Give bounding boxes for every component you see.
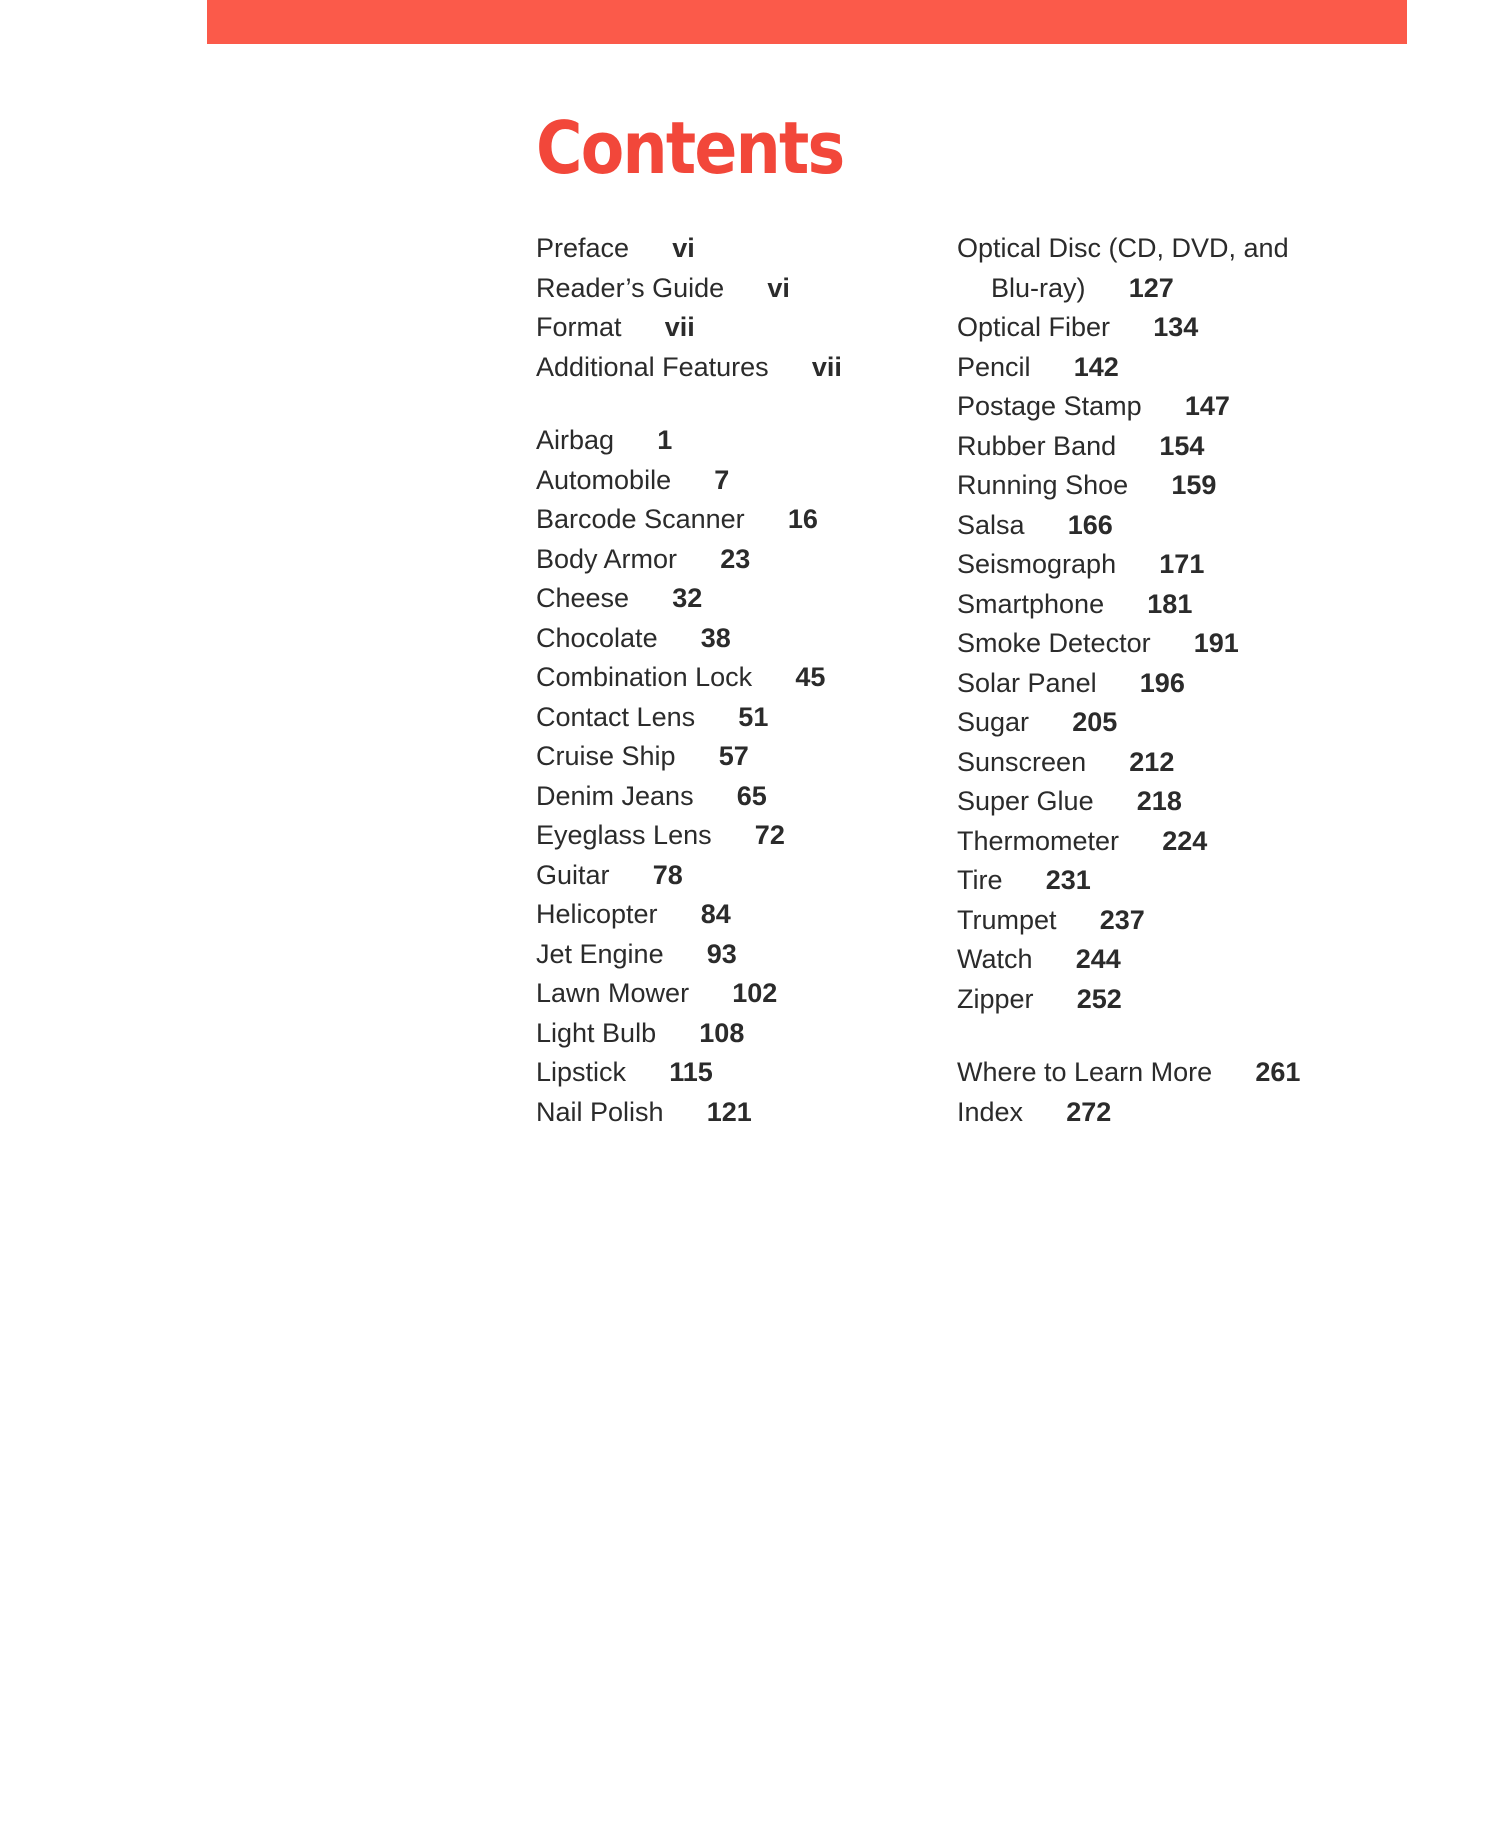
entries-list [957, 308, 1377, 1019]
entry-title: Barcode Scanner [536, 504, 745, 534]
entry-title: Solar Panel [957, 667, 1097, 698]
entry-page: 115 [669, 1057, 713, 1087]
entry-page: 272 [1066, 1096, 1112, 1127]
entry-page: 205 [1072, 707, 1118, 737]
entry-title: Jet Engine [536, 938, 664, 969]
entry-page: 237 [1099, 904, 1145, 935]
entry-title: Light Bulb [536, 1017, 657, 1048]
entry-title: Seismograph [957, 549, 1117, 579]
toc-entry[interactable] [536, 974, 926, 1014]
toc-entry[interactable] [957, 782, 1377, 822]
front-matter-list [536, 229, 926, 387]
toc-entry[interactable] [536, 308, 926, 348]
toc-entry[interactable] [536, 461, 926, 501]
entry-title: Body Armor [536, 543, 678, 574]
entry-title: Reader’s Guide [536, 272, 725, 303]
entry-title: Sugar [957, 707, 1030, 737]
entry-title: Postage Stamp [957, 391, 1142, 421]
entry-page: 57 [718, 741, 749, 771]
entry-title: Cheese [536, 583, 630, 613]
toc-entry[interactable] [957, 1053, 1377, 1093]
top-accent-bar [207, 0, 1407, 44]
entry-page: 84 [700, 899, 731, 929]
entry-page: 102 [732, 978, 778, 1008]
entry-title: Preface [536, 233, 630, 263]
toc-entry[interactable] [536, 737, 926, 777]
toc-entry[interactable] [957, 901, 1377, 941]
toc-entry[interactable] [957, 743, 1377, 783]
entry-title: Smoke Detector [957, 628, 1151, 658]
entry-page: 191 [1193, 628, 1239, 658]
toc-right-column [957, 229, 1377, 1132]
entry-title: Where to Learn More [957, 1057, 1213, 1087]
toc-entry[interactable] [536, 348, 926, 388]
toc-left-column [536, 229, 926, 1132]
entry-title: Optical Fiber [957, 312, 1111, 342]
entry-title: Contact Lens [536, 701, 696, 732]
entries-list [536, 421, 926, 1132]
toc-entry[interactable] [957, 624, 1377, 664]
toc-entry[interactable] [536, 935, 926, 975]
entry-page: 72 [754, 820, 785, 850]
entry-title: Additional Features [536, 351, 769, 382]
entry-page: 181 [1147, 588, 1193, 619]
section-gap [536, 387, 926, 421]
entry-title-line2: Blu-ray) [991, 272, 1086, 303]
entry-page: 127 [1128, 272, 1174, 303]
back-matter-list [957, 1053, 1377, 1132]
entry-title: Nail Polish [536, 1096, 664, 1127]
toc-entry[interactable] [536, 421, 926, 461]
toc-entry[interactable] [957, 703, 1377, 743]
toc-entry[interactable] [957, 229, 1377, 308]
entry-page: 154 [1159, 430, 1205, 461]
entry-title: Eyeglass Lens [536, 820, 712, 850]
entry-page: 261 [1255, 1057, 1301, 1087]
entry-page: vii [811, 351, 842, 382]
toc-entry[interactable] [957, 387, 1377, 427]
toc-entry[interactable] [536, 229, 926, 269]
entry-title: Guitar [536, 859, 610, 890]
toc-entry[interactable] [536, 1053, 926, 1093]
entry-page: 65 [736, 780, 767, 811]
toc-entry[interactable] [957, 1093, 1377, 1133]
toc-entry[interactable] [536, 1014, 926, 1054]
entry-title: Lawn Mower [536, 978, 690, 1008]
entry-title: Super Glue [957, 786, 1094, 816]
entry-title: Helicopter [536, 899, 658, 929]
toc-entry[interactable] [536, 698, 926, 738]
entry-title: Airbag [536, 425, 615, 455]
entry-page: 51 [738, 701, 769, 732]
section-gap [957, 1019, 1377, 1053]
toc-entry[interactable] [536, 269, 926, 309]
entry-page: 196 [1139, 667, 1185, 698]
entry-page: 252 [1076, 983, 1122, 1014]
entry-page: 78 [652, 859, 683, 890]
entry-page: 7 [714, 464, 730, 495]
toc-entry[interactable] [957, 348, 1377, 388]
entry-page: 244 [1075, 944, 1121, 974]
entry-page: 1 [657, 425, 673, 455]
entry-page: 32 [672, 583, 703, 613]
toc-entry[interactable] [957, 585, 1377, 625]
entry-page: 16 [787, 504, 818, 534]
entry-title: Sunscreen [957, 746, 1087, 777]
entry-page: 166 [1067, 509, 1113, 540]
toc-entry[interactable] [536, 658, 926, 698]
entry-title: Watch [957, 944, 1033, 974]
entry-page: 218 [1136, 786, 1182, 816]
entry-page: 45 [795, 662, 826, 692]
entry-page: 134 [1153, 312, 1199, 342]
toc-entry[interactable] [536, 816, 926, 856]
toc-entry[interactable] [536, 895, 926, 935]
toc-entry[interactable] [957, 466, 1377, 506]
entry-page: 147 [1184, 391, 1230, 421]
entry-page: vii [664, 312, 695, 342]
entry-page: 171 [1159, 549, 1205, 579]
entry-title: Salsa [957, 509, 1025, 540]
toc-entry[interactable] [957, 861, 1377, 901]
entry-title: Combination Lock [536, 662, 753, 692]
toc-entry[interactable] [957, 940, 1377, 980]
entry-page: 224 [1162, 825, 1208, 856]
entry-title-line1: Optical Disc (CD, DVD, and [957, 233, 1289, 263]
entry-page: 121 [706, 1096, 752, 1127]
entry-page: 93 [706, 938, 737, 969]
entry-page: 159 [1171, 470, 1217, 500]
toc-entry[interactable] [536, 619, 926, 659]
entry-page: 38 [700, 622, 731, 653]
entry-title: Chocolate [536, 622, 658, 653]
entry-title: Format [536, 312, 622, 342]
page-title: Contents [536, 106, 844, 190]
entry-title-line2-wrap [957, 269, 1377, 309]
entry-title: Automobile [536, 464, 672, 495]
toc-entry[interactable] [536, 777, 926, 817]
entry-title: Denim Jeans [536, 780, 694, 811]
toc-entry[interactable] [957, 980, 1377, 1020]
entry-title: Thermometer [957, 825, 1120, 856]
entry-title: Running Shoe [957, 470, 1129, 500]
entry-title: Pencil [957, 351, 1031, 382]
toc-entry[interactable] [536, 500, 926, 540]
entry-page: 108 [699, 1017, 745, 1048]
entry-title: Smartphone [957, 588, 1105, 619]
entry-title: Trumpet [957, 904, 1057, 935]
toc-entry[interactable] [957, 308, 1377, 348]
entry-title: Tire [957, 865, 1003, 895]
entry-title: Cruise Ship [536, 741, 676, 771]
toc-entry[interactable] [536, 579, 926, 619]
toc-entry[interactable] [957, 427, 1377, 467]
entry-page: vi [767, 272, 790, 303]
entry-page: 231 [1045, 865, 1091, 895]
entry-page: 212 [1129, 746, 1175, 777]
toc-entry[interactable] [536, 1093, 926, 1133]
entry-title: Zipper [957, 983, 1034, 1014]
entry-page: 142 [1073, 351, 1119, 382]
entry-page: vi [672, 233, 695, 263]
toc-entry[interactable] [957, 545, 1377, 585]
toc-entry[interactable] [536, 540, 926, 580]
toc-entry[interactable] [957, 822, 1377, 862]
entry-page: 23 [720, 543, 751, 574]
toc-entry[interactable] [957, 506, 1377, 546]
toc-entry[interactable] [536, 856, 926, 896]
entry-title: Index [957, 1096, 1024, 1127]
entry-title: Rubber Band [957, 430, 1117, 461]
entry-title: Lipstick [536, 1057, 627, 1087]
toc-entry[interactable] [957, 664, 1377, 704]
